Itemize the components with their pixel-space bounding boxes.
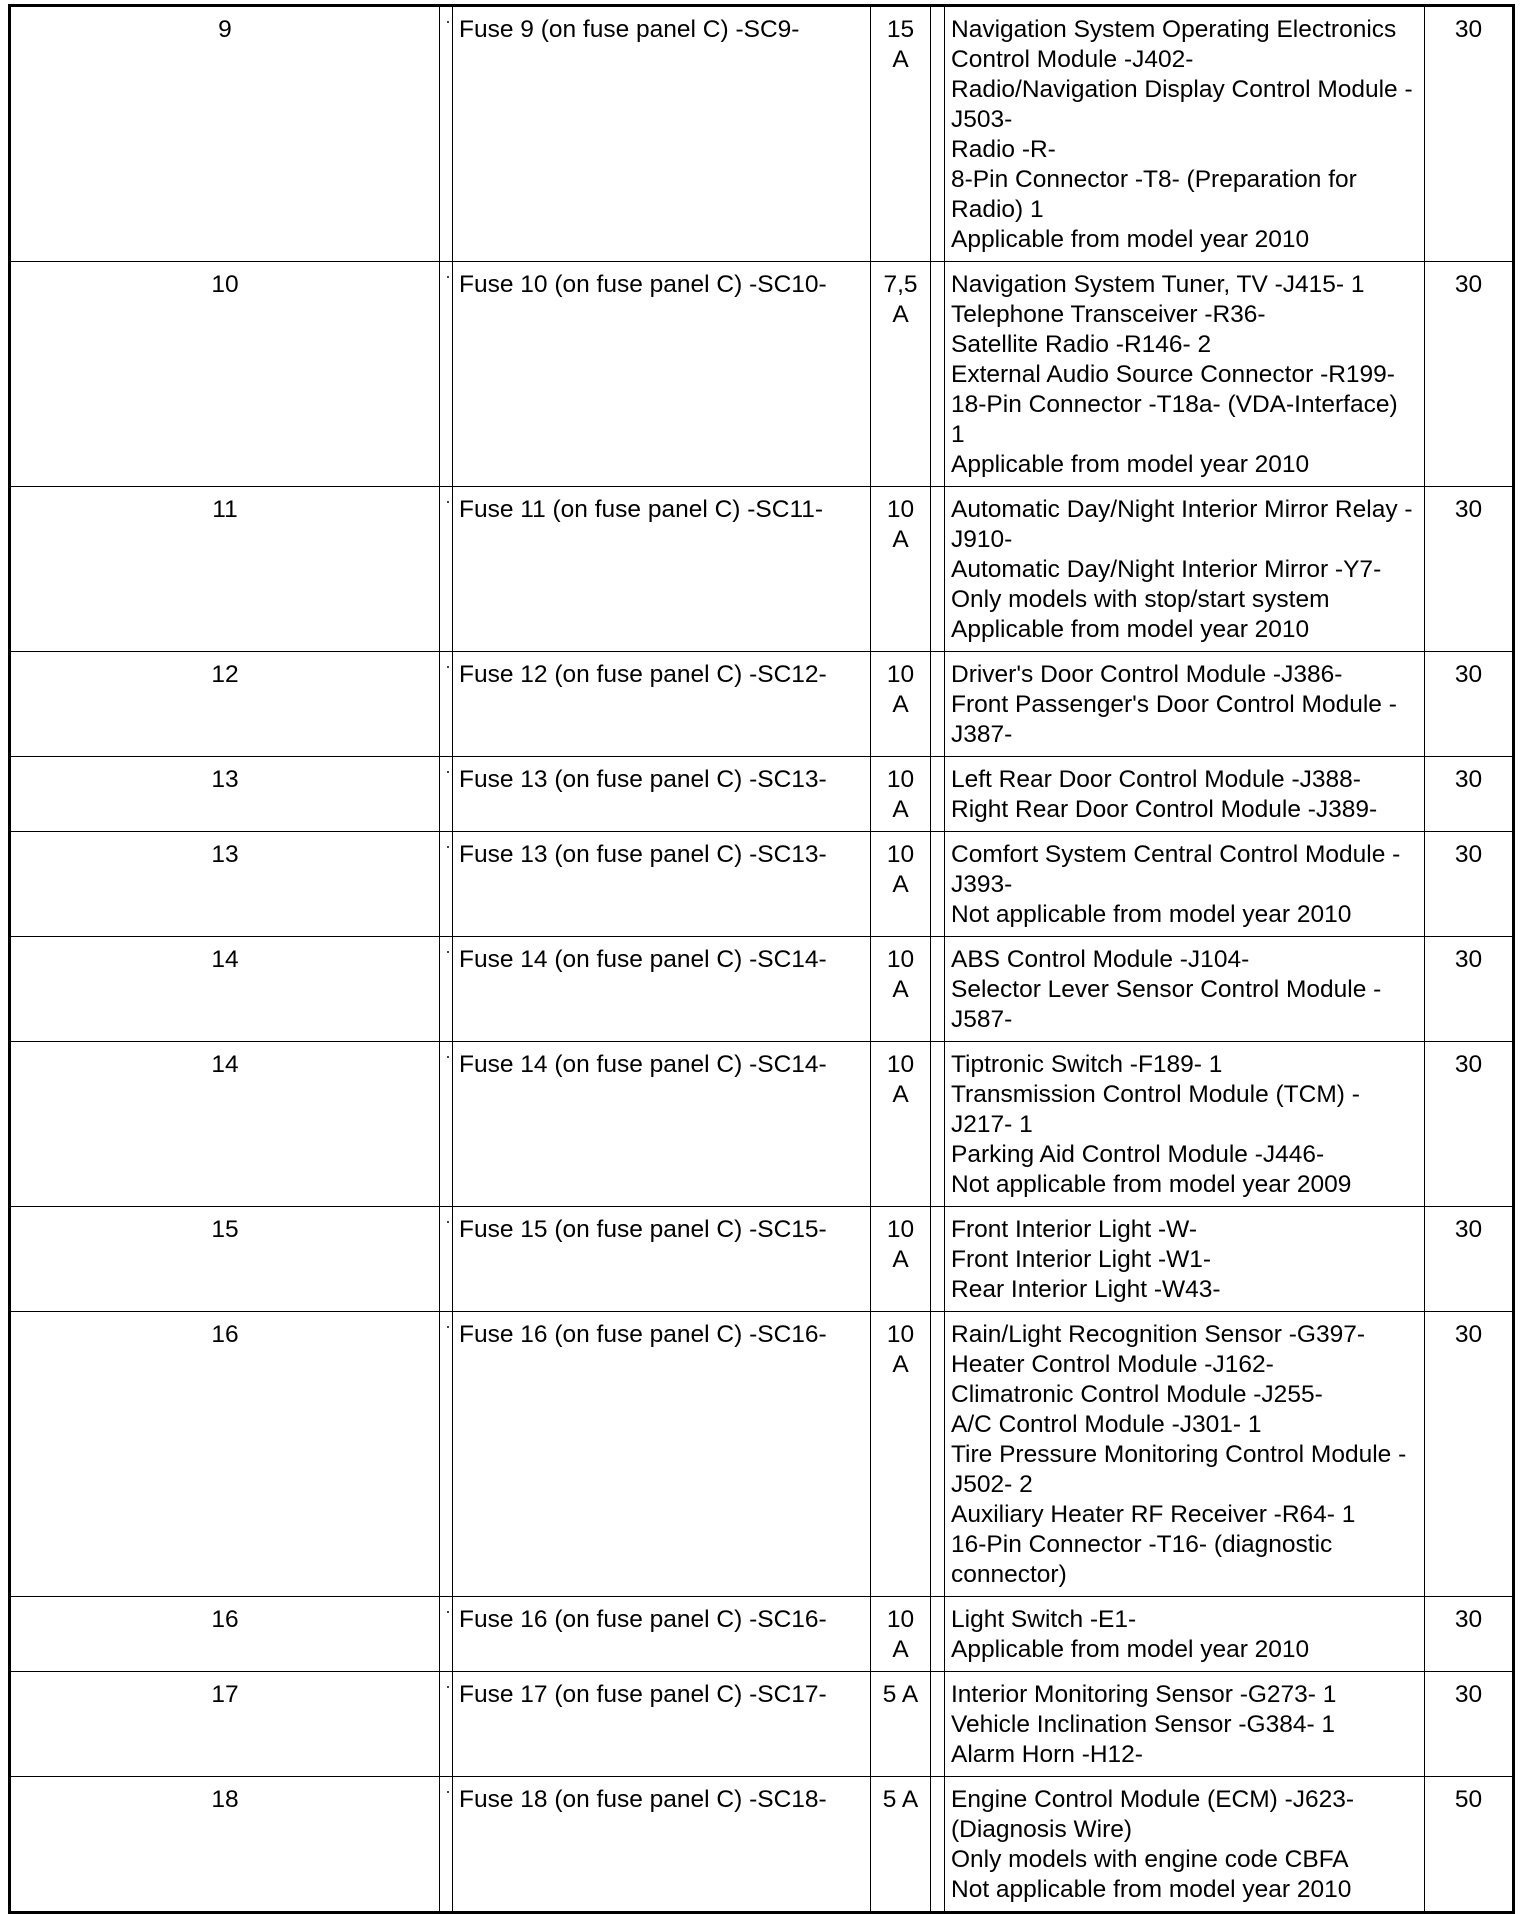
fuse-description-cell: Fuse 18 (on fuse panel C) -SC18- — [453, 1777, 871, 1913]
spacer-cell — [931, 1672, 945, 1777]
terminal-cell: 30 — [1425, 652, 1514, 757]
component-line: Applicable from model year 2010 — [951, 226, 1310, 253]
fuse-number-cell: 17 — [10, 1672, 440, 1777]
table-row — [10, 1207, 1514, 1312]
amperage-cell: 10 A — [871, 1312, 931, 1597]
amperage-cell: 7,5 A — [871, 262, 931, 487]
amperage-cell: 5 A — [871, 1672, 931, 1777]
components-cell — [945, 832, 1425, 937]
amperage-cell: 10 A — [871, 757, 931, 832]
terminal-cell: 30 — [1425, 1312, 1514, 1597]
cell-marker — [447, 1791, 449, 1793]
cell-marker — [447, 1686, 449, 1688]
components-cell — [945, 1597, 1425, 1672]
spacer-cell — [931, 937, 945, 1042]
spacer-cell — [440, 1672, 453, 1777]
spacer-cell — [440, 1597, 453, 1672]
cell-marker — [447, 666, 449, 668]
cell-marker — [447, 1221, 449, 1223]
fuse-description-cell: Fuse 16 (on fuse panel C) -SC16- — [453, 1597, 871, 1672]
components-cell — [945, 1777, 1425, 1913]
component-line: Navigation System Tuner, TV -J415- 1 — [951, 271, 1365, 298]
cell-marker — [447, 951, 449, 953]
table-row — [10, 652, 1514, 757]
fuse-description-cell: Fuse 10 (on fuse panel C) -SC10- — [453, 262, 871, 487]
component-line: 18-Pin Connector -T18a- (VDA-Interface) 1 — [951, 391, 1398, 448]
component-line: Applicable from model year 2010 — [951, 616, 1310, 643]
fuse-description-cell: Fuse 14 (on fuse panel C) -SC14- — [453, 937, 871, 1042]
cell-marker — [447, 846, 449, 848]
spacer-cell — [931, 1777, 945, 1913]
component-line: Alarm Horn -H12- — [951, 1741, 1143, 1768]
fuse-number-cell: 14 — [10, 937, 440, 1042]
fuse-number-cell: 12 — [10, 652, 440, 757]
component-line: 16-Pin Connector -T16- (diagnostic connector) — [951, 1531, 1333, 1588]
terminal-cell: 30 — [1425, 1207, 1514, 1312]
amperage-cell: 10 A — [871, 1042, 931, 1207]
fuse-number-cell: 11 — [10, 487, 440, 652]
terminal-cell: 30 — [1425, 487, 1514, 652]
table-row — [10, 262, 1514, 487]
components-cell — [945, 6, 1425, 262]
table-row — [10, 6, 1514, 262]
component-line: Comfort System Central Control Module -J393- — [951, 841, 1401, 898]
fuse-description-cell: Fuse 12 (on fuse panel C) -SC12- — [453, 652, 871, 757]
fuse-number-cell: 18 — [10, 1777, 440, 1913]
fuse-number-cell: 10 — [10, 262, 440, 487]
component-line: Not applicable from model year 2009 — [951, 1171, 1352, 1198]
spacer-cell — [440, 262, 453, 487]
fuse-description-cell: Fuse 9 (on fuse panel C) -SC9- — [453, 6, 871, 262]
component-line: Interior Monitoring Sensor -G273- 1 — [951, 1681, 1337, 1708]
table-row — [10, 832, 1514, 937]
component-line: Parking Aid Control Module -J446- — [951, 1141, 1325, 1168]
component-line: Right Rear Door Control Module -J389- — [951, 796, 1378, 823]
component-line: Climatronic Control Module -J255- — [951, 1381, 1323, 1408]
fuse-table — [8, 4, 1515, 1914]
cell-marker — [447, 1326, 449, 1328]
component-line: Heater Control Module -J162- — [951, 1351, 1274, 1378]
spacer-cell — [931, 652, 945, 757]
table-row — [10, 1042, 1514, 1207]
spacer-cell — [440, 937, 453, 1042]
amperage-cell: 10 A — [871, 652, 931, 757]
component-line: ABS Control Module -J104- — [951, 946, 1250, 973]
fuse-description-cell: Fuse 13 (on fuse panel C) -SC13- — [453, 757, 871, 832]
fuse-number-cell: 14 — [10, 1042, 440, 1207]
terminal-cell: 30 — [1425, 1597, 1514, 1672]
fuse-description-cell: Fuse 13 (on fuse panel C) -SC13- — [453, 832, 871, 937]
component-line: Rear Interior Light -W43- — [951, 1276, 1221, 1303]
components-cell — [945, 262, 1425, 487]
spacer-cell — [931, 757, 945, 832]
component-line: Tiptronic Switch -F189- 1 — [951, 1051, 1223, 1078]
component-line: External Audio Source Connector -R199- — [951, 361, 1395, 388]
table-row — [10, 487, 1514, 652]
component-line: Front Interior Light -W1- — [951, 1246, 1212, 1273]
component-line: Not applicable from model year 2010 — [951, 1876, 1352, 1903]
spacer-cell — [931, 487, 945, 652]
table-row — [10, 757, 1514, 832]
spacer-cell — [440, 487, 453, 652]
terminal-cell: 30 — [1425, 6, 1514, 262]
spacer-cell — [440, 652, 453, 757]
spacer-cell — [931, 6, 945, 262]
table-row — [10, 1777, 1514, 1913]
table-row — [10, 1312, 1514, 1597]
components-cell — [945, 1207, 1425, 1312]
component-line: Auxiliary Heater RF Receiver -R64- 1 — [951, 1501, 1356, 1528]
components-cell — [945, 1672, 1425, 1777]
component-line: Rain/Light Recognition Sensor -G397- — [951, 1321, 1366, 1348]
fuse-number-cell: 15 — [10, 1207, 440, 1312]
fuse-number-cell: 16 — [10, 1312, 440, 1597]
fuse-description-cell: Fuse 17 (on fuse panel C) -SC17- — [453, 1672, 871, 1777]
cell-marker — [447, 276, 449, 278]
terminal-cell: 30 — [1425, 262, 1514, 487]
spacer-cell — [440, 1042, 453, 1207]
spacer-cell — [931, 1207, 945, 1312]
fuse-description-cell: Fuse 15 (on fuse panel C) -SC15- — [453, 1207, 871, 1312]
components-cell — [945, 487, 1425, 652]
spacer-cell — [440, 1207, 453, 1312]
spacer-cell — [440, 757, 453, 832]
cell-marker — [447, 501, 449, 503]
spacer-cell — [440, 1312, 453, 1597]
component-line: Transmission Control Module (TCM) -J217- 1 — [951, 1081, 1360, 1138]
cell-marker — [447, 1611, 449, 1613]
component-line: Applicable from model year 2010 — [951, 451, 1310, 478]
spacer-cell — [931, 832, 945, 937]
spacer-cell — [931, 262, 945, 487]
amperage-cell: 5 A — [871, 1777, 931, 1913]
components-cell — [945, 757, 1425, 832]
terminal-cell: 30 — [1425, 832, 1514, 937]
terminal-cell: 30 — [1425, 1042, 1514, 1207]
fuse-description-cell: Fuse 16 (on fuse panel C) -SC16- — [453, 1312, 871, 1597]
component-line: Selector Lever Sensor Control Module -J587- — [951, 976, 1382, 1033]
component-line: Automatic Day/Night Interior Mirror Relay -J910- — [951, 496, 1413, 553]
spacer-cell — [931, 1597, 945, 1672]
components-cell — [945, 652, 1425, 757]
spacer-cell — [931, 1042, 945, 1207]
components-cell — [945, 1042, 1425, 1207]
cell-marker — [447, 771, 449, 773]
cell-marker — [447, 21, 449, 23]
amperage-cell: 15 A — [871, 6, 931, 262]
component-line: Front Passenger's Door Control Module -J387- — [951, 691, 1397, 748]
amperage-cell: 10 A — [871, 832, 931, 937]
component-line: Automatic Day/Night Interior Mirror -Y7- — [951, 556, 1382, 583]
fuse-number-cell: 13 — [10, 832, 440, 937]
fuse-description-cell: Fuse 14 (on fuse panel C) -SC14- — [453, 1042, 871, 1207]
fuse-table-container — [8, 4, 1512, 1914]
component-line: Radio/Navigation Display Control Module -J503- — [951, 76, 1413, 133]
component-line: Tire Pressure Monitoring Control Module -J502- 2 — [951, 1441, 1407, 1498]
component-line: Vehicle Inclination Sensor -G384- 1 — [951, 1711, 1336, 1738]
fuse-number-cell: 13 — [10, 757, 440, 832]
amperage-cell: 10 A — [871, 937, 931, 1042]
table-row — [10, 937, 1514, 1042]
component-line: Engine Control Module (ECM) -J623- (Diagnosis Wire) — [951, 1786, 1355, 1843]
cell-marker — [447, 1056, 449, 1058]
fuse-number-cell: 16 — [10, 1597, 440, 1672]
component-line: Front Interior Light -W- — [951, 1216, 1197, 1243]
component-line: A/C Control Module -J301- 1 — [951, 1411, 1262, 1438]
terminal-cell: 30 — [1425, 1672, 1514, 1777]
components-cell — [945, 1312, 1425, 1597]
fuse-description-cell: Fuse 11 (on fuse panel C) -SC11- — [453, 487, 871, 652]
table-row — [10, 1672, 1514, 1777]
terminal-cell: 50 — [1425, 1777, 1514, 1913]
fuse-table-body — [10, 6, 1514, 1913]
terminal-cell: 30 — [1425, 937, 1514, 1042]
component-line: Only models with engine code CBFA — [951, 1846, 1349, 1873]
component-line: 8-Pin Connector -T8- (Preparation for Radio) 1 — [951, 166, 1357, 223]
fuse-number-cell: 9 — [10, 6, 440, 262]
component-line: Light Switch -E1- — [951, 1606, 1137, 1633]
spacer-cell — [440, 6, 453, 262]
component-line: Applicable from model year 2010 — [951, 1636, 1310, 1663]
component-line: Satellite Radio -R146- 2 — [951, 331, 1212, 358]
component-line: Navigation System Operating Electronics Control Module -J402- — [951, 16, 1397, 73]
spacer-cell — [440, 832, 453, 937]
spacer-cell — [440, 1777, 453, 1913]
component-line: Radio -R- — [951, 136, 1056, 163]
terminal-cell: 30 — [1425, 757, 1514, 832]
component-line: Driver's Door Control Module -J386- — [951, 661, 1343, 688]
spacer-cell — [931, 1312, 945, 1597]
component-line: Telephone Transceiver -R36- — [951, 301, 1266, 328]
amperage-cell: 10 A — [871, 487, 931, 652]
component-line: Only models with stop/start system — [951, 586, 1330, 613]
table-row — [10, 1597, 1514, 1672]
component-line: Left Rear Door Control Module -J388- — [951, 766, 1361, 793]
amperage-cell: 10 A — [871, 1597, 931, 1672]
component-line: Not applicable from model year 2010 — [951, 901, 1352, 928]
components-cell — [945, 937, 1425, 1042]
amperage-cell: 10 A — [871, 1207, 931, 1312]
